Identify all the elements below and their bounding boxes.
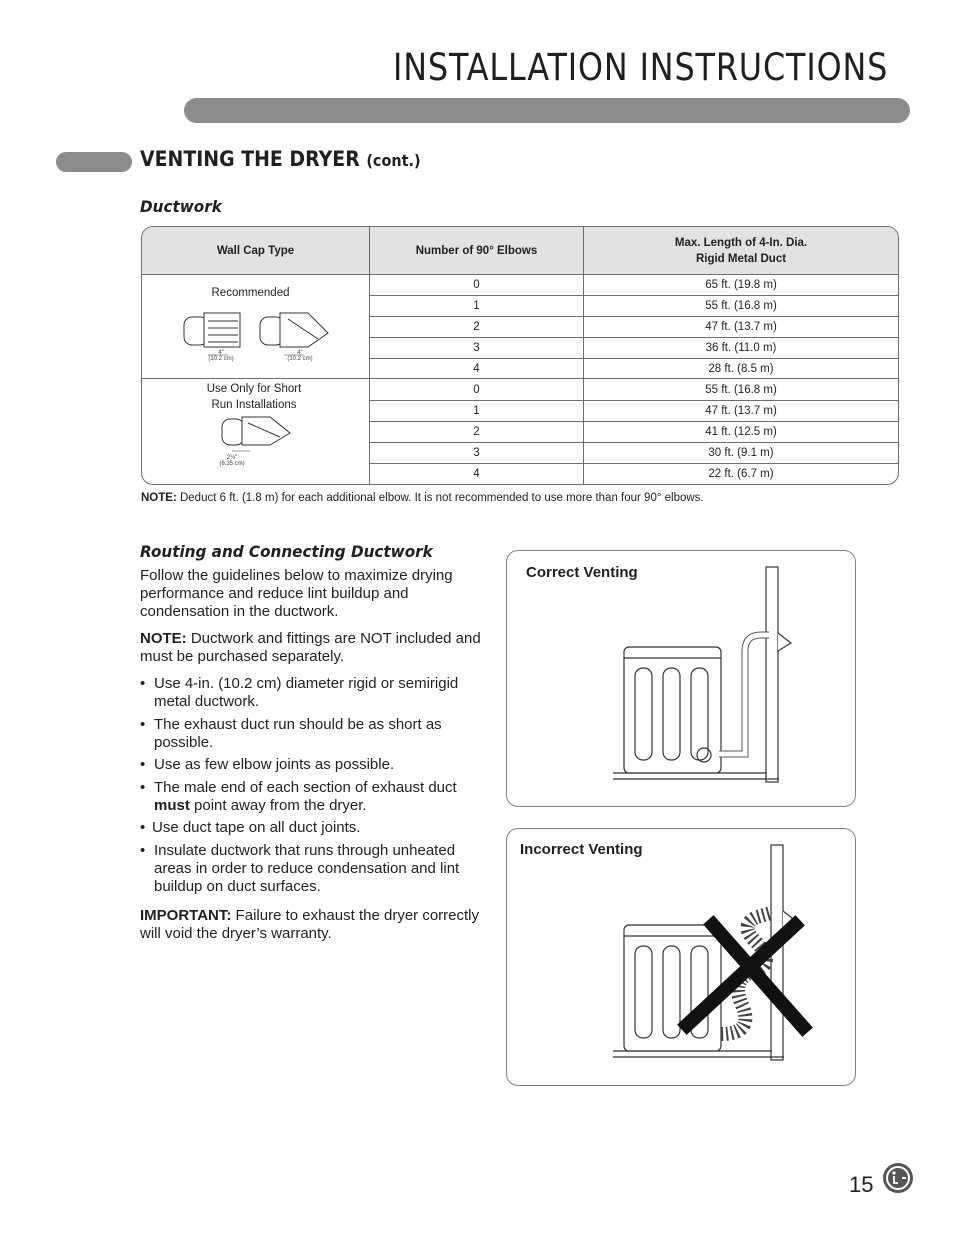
dim-label: 2½" (6.35 cm) — [219, 455, 245, 467]
col-header-wall-cap: Wall Cap Type — [216, 244, 295, 257]
table-note-text: Deduct 6 ft. (1.8 m) for each additional elbow. It is not recommended to use more than four 90° elbows. — [176, 492, 704, 504]
cell-length: 41 ft. (12.5 m) — [705, 426, 777, 438]
cell-length: 30 ft. (9.1 m) — [708, 447, 774, 459]
cell-elbows: 1 — [473, 405, 480, 417]
cell-length: 47 ft. (13.7 m) — [705, 405, 777, 417]
important-note — [140, 907, 485, 943]
col-header-max-length-line2: Rigid Metal Duct — [695, 252, 787, 265]
cell-length: 47 ft. (13.7 m) — [705, 321, 777, 333]
col-header-max-length-line1: Max. Length of 4-In. Dia. — [674, 236, 808, 249]
section-title-main: VENTING THE DRYER — [140, 147, 360, 171]
wall-cap-hood-illustration — [218, 415, 298, 455]
cell-length: 22 ft. (6.7 m) — [708, 468, 774, 480]
header-bar — [184, 98, 910, 123]
important-label: IMPORTANT: — [140, 907, 232, 924]
correct-venting-panel — [506, 550, 856, 807]
cell-length: 65 ft. (19.8 m) — [705, 279, 777, 291]
important-text: Failure to exhaust the dryer correctly will void the dryer’s warranty. — [140, 907, 479, 942]
col-header-max-length — [584, 227, 898, 274]
incorrect-venting-panel — [506, 828, 856, 1086]
page-number: 15 — [849, 1172, 874, 1197]
cell-elbows: 3 — [473, 447, 480, 459]
correct-venting-label: Correct Venting — [526, 564, 638, 581]
emphasis-must: must — [154, 797, 190, 814]
cell-elbows: 2 — [473, 321, 480, 333]
cell-length: 55 ft. (16.8 m) — [705, 384, 777, 396]
section-title-suffix: (cont.) — [366, 151, 421, 170]
section-title — [140, 147, 421, 171]
ductwork-heading: Ductwork — [140, 197, 222, 216]
cell-elbows: 4 — [473, 468, 480, 480]
cell-elbows: 0 — [473, 279, 480, 291]
cell-elbows: 3 — [473, 342, 480, 354]
cell-elbows: 0 — [473, 384, 480, 396]
routing-heading: Routing and Connecting Ductwork — [140, 542, 433, 561]
section-pill — [56, 152, 132, 172]
routing-note — [140, 630, 485, 666]
cell-length: 55 ft. (16.8 m) — [705, 300, 777, 312]
cell-elbows: 4 — [473, 363, 480, 375]
cell-length: 28 ft. (8.5 m) — [708, 363, 774, 375]
cell-length: 36 ft. (11.0 m) — [705, 342, 777, 354]
page-header-title: INSTALLATION INSTRUCTIONS — [393, 46, 889, 89]
routing-note-label: NOTE: — [140, 630, 187, 647]
col-header-elbows: Number of 90° Elbows — [415, 244, 538, 257]
incorrect-venting-label: Incorrect Venting — [520, 841, 643, 858]
cell-elbows: 1 — [473, 300, 480, 312]
cell-elbows: 2 — [473, 426, 480, 438]
group-label-recommended: Recommended — [211, 287, 290, 299]
dim-label: 4" (10.2 cm) — [208, 350, 234, 362]
routing-note-text: Ductwork and fittings are NOT included and must be purchased separately. — [140, 630, 481, 665]
group-label-short-run: Use Only for Short Run Installations — [206, 383, 302, 411]
dim-label: 4" (10.2 cm) — [287, 350, 313, 362]
routing-intro: Follow the guidelines below to maximize drying performance and reduce lint buildup and condensation in the ductwork. — [140, 567, 453, 620]
ductwork-table — [141, 226, 899, 485]
lg-logo-icon — [882, 1162, 914, 1194]
incorrect-venting-illustration — [507, 829, 855, 1085]
table-note-label: NOTE: — [141, 492, 177, 504]
table-note — [141, 492, 704, 504]
correct-venting-illustration — [507, 551, 855, 806]
